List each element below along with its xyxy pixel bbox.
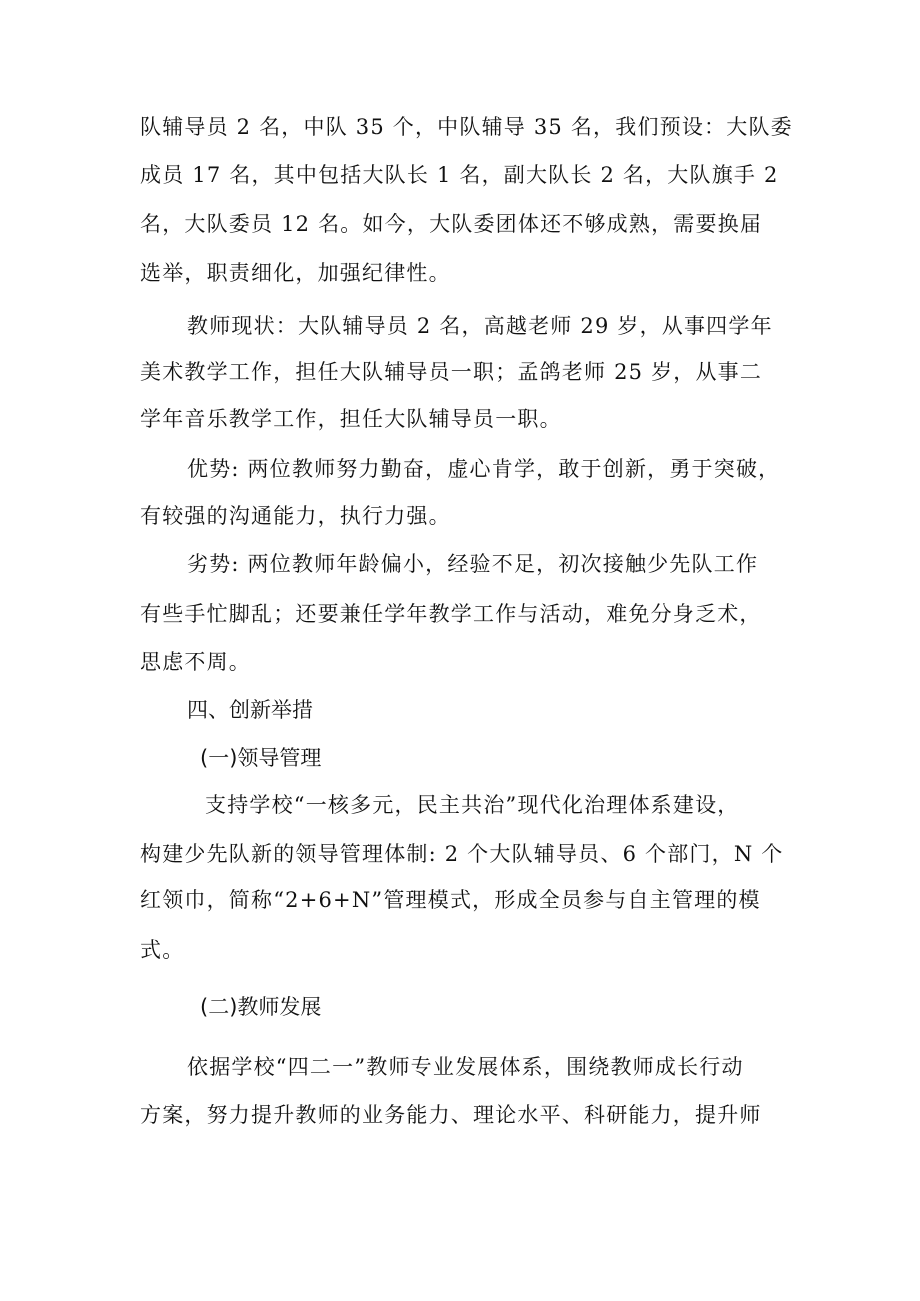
paragraph-line: 支持学校“一核多元，民主共治”现代化治理体系建设， xyxy=(205,793,740,817)
paragraph-line: 美术教学工作，担任大队辅导员一职；孟鸽老师 25 岁，从事二 xyxy=(140,360,763,384)
subsection-heading: (一)领导管理 xyxy=(200,746,322,770)
paragraph-line: 优势: 两位教师努力勤奋，虚心肯学，敢于创新，勇于突破， xyxy=(187,457,781,481)
paragraph-line: 劣势: 两位教师年龄偏小，经验不足，初次接触少先队工作 xyxy=(187,552,759,576)
paragraph-line: 选举，职责细化，加强纪律性。 xyxy=(140,261,451,285)
paragraph-line: 队辅导员 2 名，中队 35 个，中队辅导 35 名，我们预设：大队委 xyxy=(140,115,793,139)
paragraph-line: 有些手忙脚乱；还要兼任学年教学工作与活动，难免分身乏术， xyxy=(140,602,762,626)
paragraph-line: 有较强的沟通能力，执行力强。 xyxy=(140,504,451,528)
paragraph-line: 红领巾，简称“2+6+N”管理模式，形成全员参与自主管理的模 xyxy=(140,888,761,912)
paragraph-line: 名，大队委员 12 名。如今，大队委团体还不够成熟，需要换届 xyxy=(140,212,763,236)
paragraph-line: 式。 xyxy=(140,938,185,962)
subsection-heading: (二)教师发展 xyxy=(200,995,322,1019)
paragraph-line: 方案，努力提升教师的业务能力、理论水平、科研能力，提升师 xyxy=(140,1103,762,1127)
paragraph-line: 成员 17 名，其中包括大队长 1 名，副大队长 2 名，大队旗手 2 xyxy=(140,163,779,187)
section-heading: 四、创新举措 xyxy=(187,698,313,722)
paragraph-line: 教师现状：大队辅导员 2 名，高越老师 29 岁，从事四学年 xyxy=(187,314,773,338)
paragraph-line: 构建少先队新的领导管理体制: 2 个大队辅导员、6 个部门，N 个 xyxy=(140,842,784,866)
paragraph-line: 依据学校“四二一”教师专业发展体系，围绕教师成长行动 xyxy=(187,1055,744,1079)
paragraph-line: 学年音乐教学工作，担任大队辅导员一职。 xyxy=(140,407,562,431)
paragraph-line: 思虑不周。 xyxy=(140,650,251,674)
